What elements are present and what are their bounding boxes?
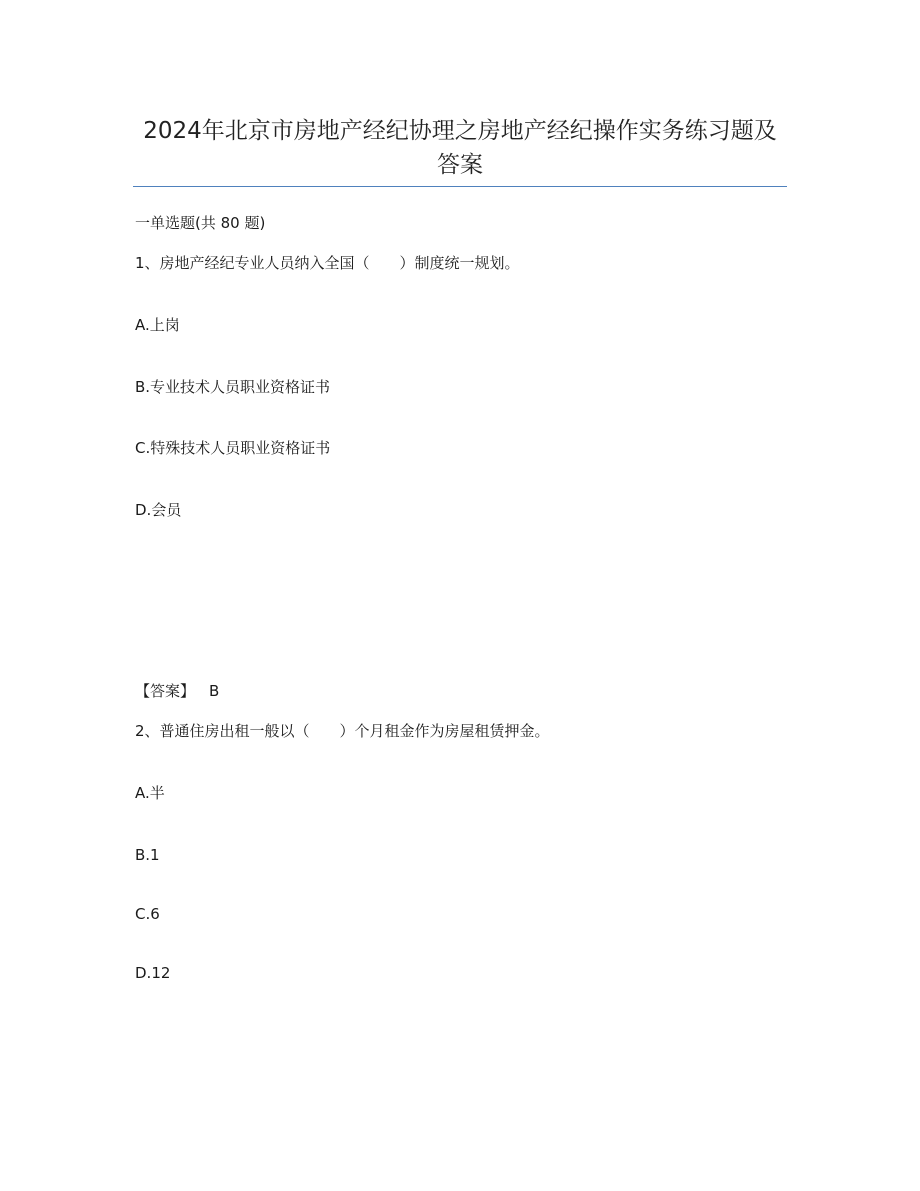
question-1-option-b: B.专业技术人员职业资格证书 (135, 378, 331, 396)
answer-value: B (209, 682, 220, 700)
answer-label: 【答案】 (135, 682, 196, 700)
question-2-option-a: A.半 (135, 784, 165, 802)
question-2-option-c: C.6 (135, 905, 160, 923)
question-2-option-d: D.12 (135, 964, 171, 982)
question-2-stem: 2、普通住房出租一般以（ ）个月租金作为房屋租赁押金。 (135, 722, 550, 740)
question-1-answer (135, 681, 219, 701)
question-1-option-c: C.特殊技术人员职业资格证书 (135, 439, 331, 457)
question-1-option-a: A.上岗 (135, 316, 180, 334)
section-heading: 一单选题(共 80 题) (135, 214, 266, 232)
question-1-option-d: D.会员 (135, 501, 182, 519)
title-divider (133, 186, 787, 187)
question-1-stem: 1、房地产经纪专业人员纳入全国（ ）制度统一规划。 (135, 254, 520, 272)
document-title: 2024年北京市房地产经纪协理之房地产经纪操作实务练习题及答案 (143, 118, 777, 178)
question-2-option-b: B.1 (135, 846, 160, 864)
